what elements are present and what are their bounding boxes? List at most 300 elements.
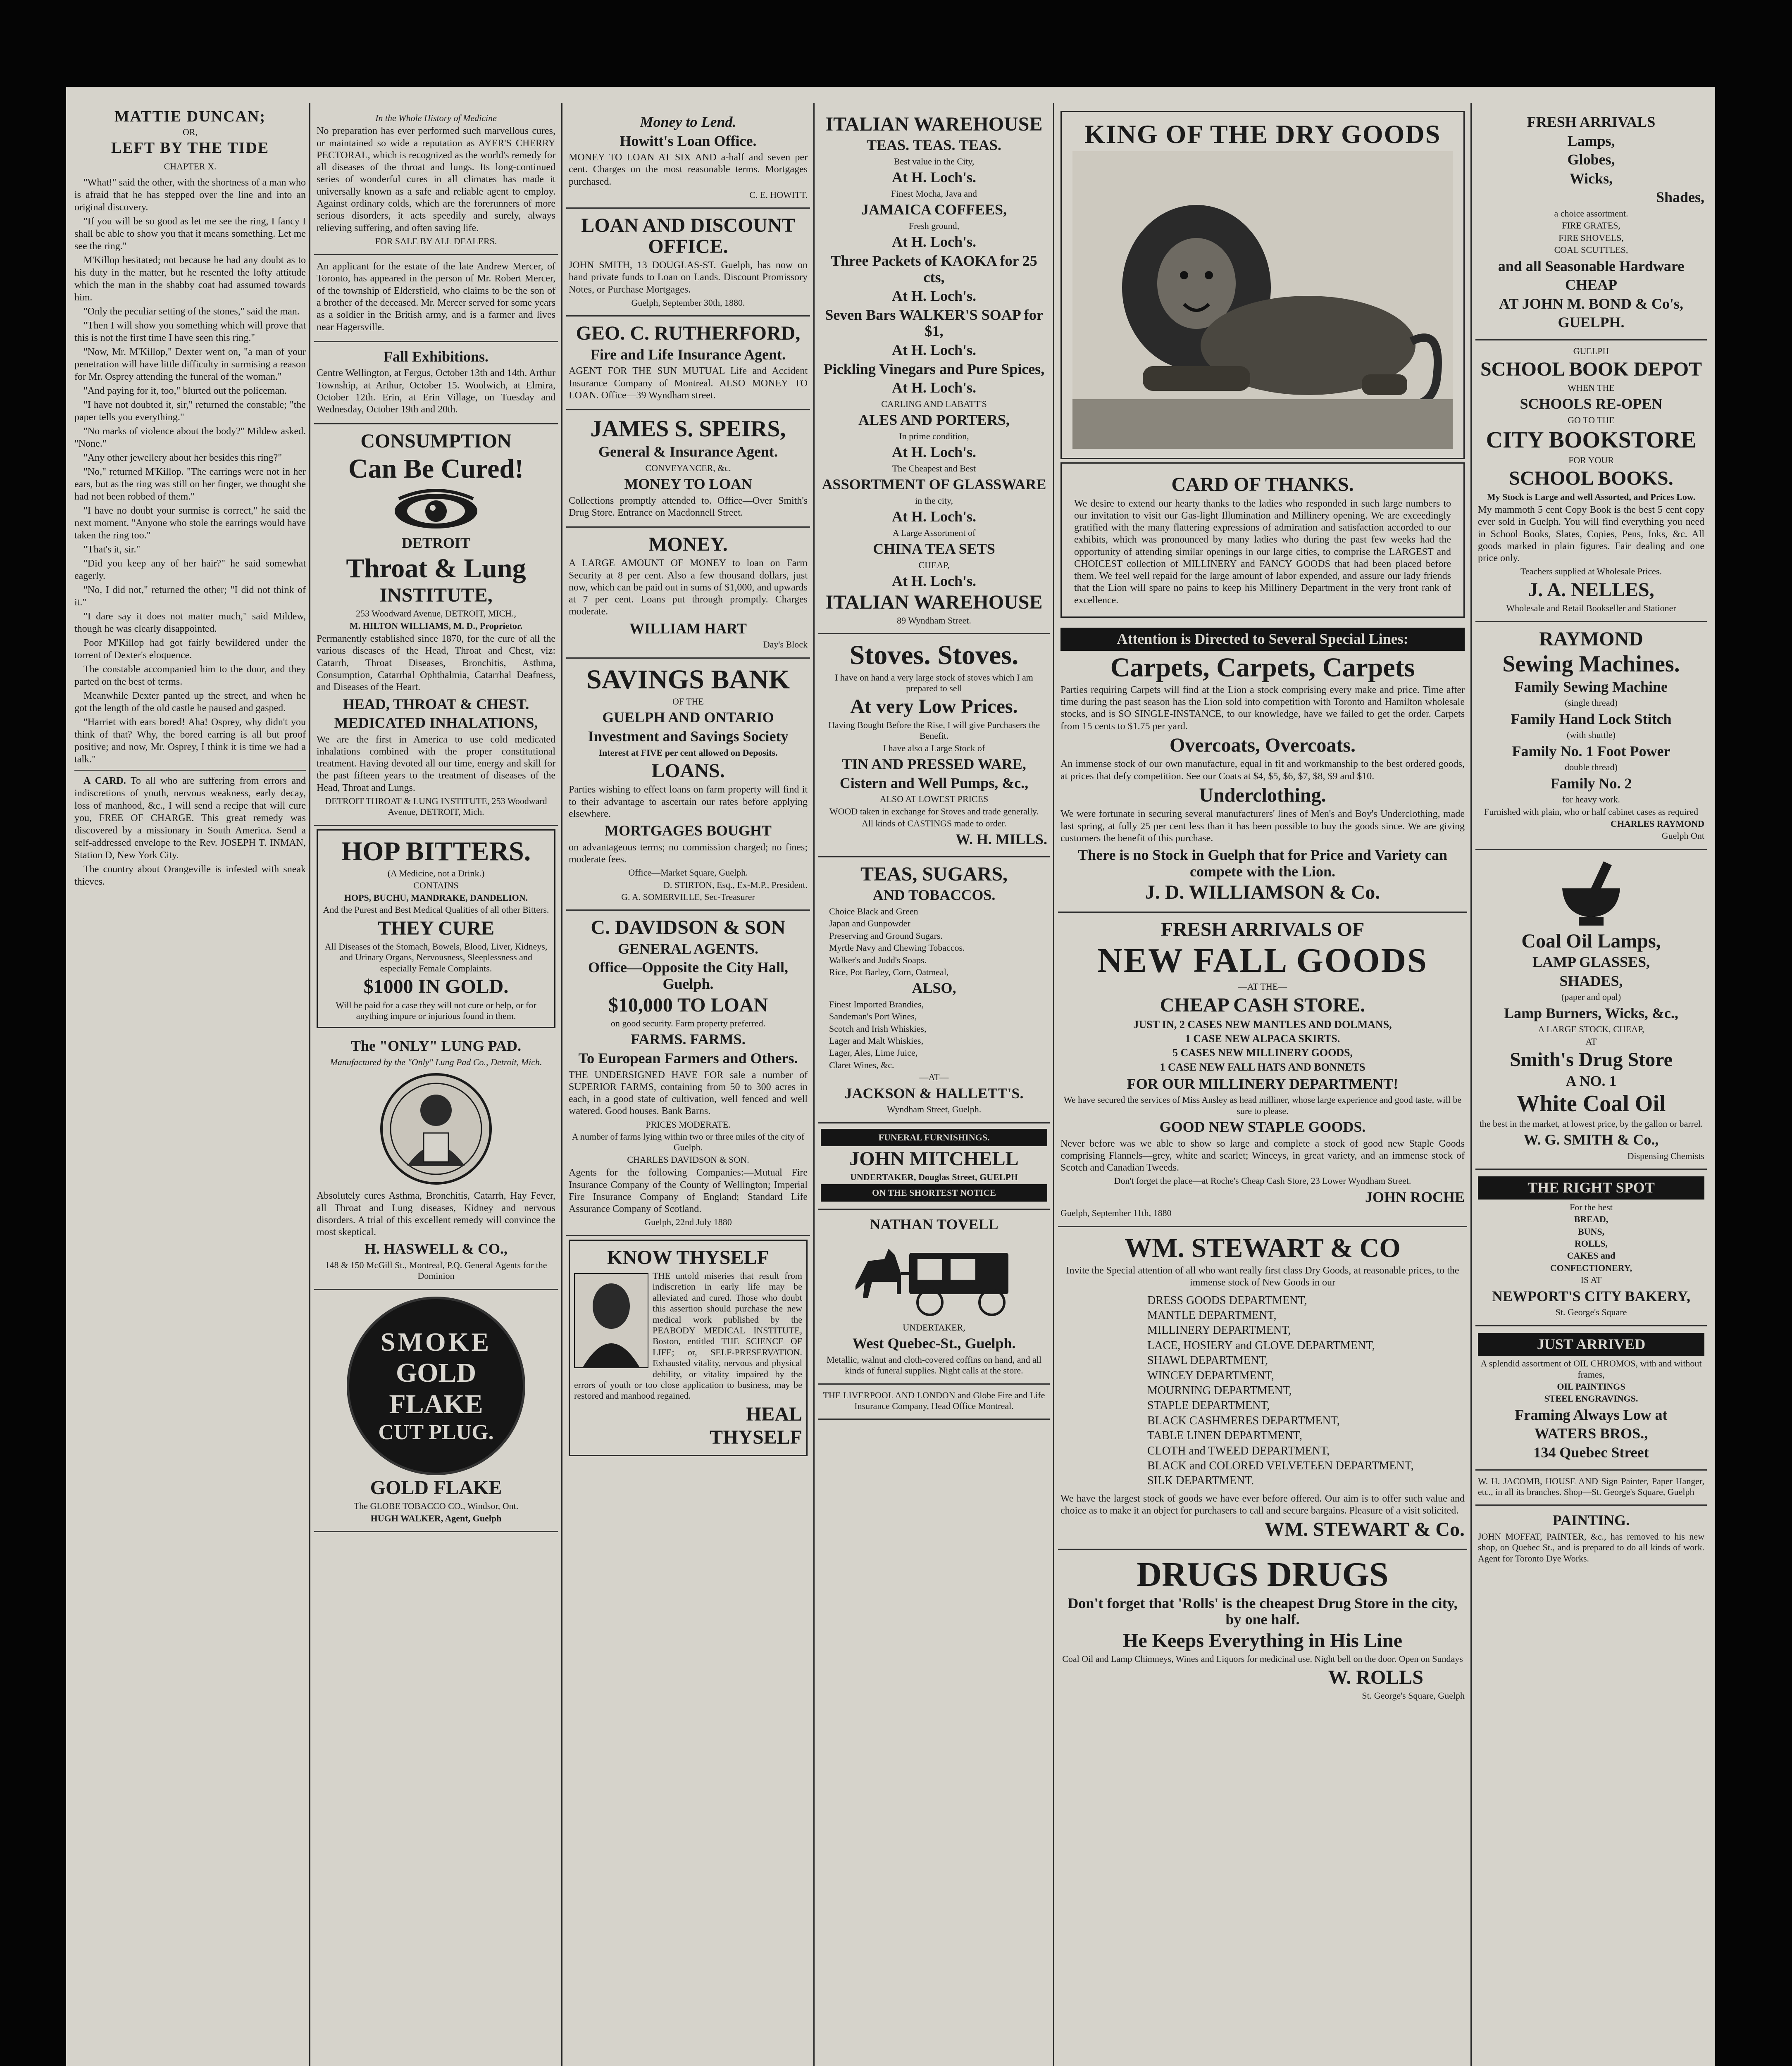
ad-headline: JOHN MITCHELL [849, 1148, 1019, 1170]
ad-headline: NEW FALL GOODS [1097, 941, 1428, 980]
story-paragraph: "That's it, sir." [83, 544, 141, 555]
ad-heading: ALES AND PORTERS, [858, 412, 1010, 428]
ad-text: COAL SCUTTLES, [1554, 245, 1628, 255]
list-item: Lager and Malt Whiskies, [829, 1035, 924, 1046]
ad-text: —AT— [919, 1072, 949, 1083]
ad-signature: WATERS BROS., [1534, 1425, 1648, 1442]
ad-heading: SHADES, [1559, 972, 1623, 989]
ad-text: 1 CASE NEW ALPACA SKIRTS. [1185, 1033, 1340, 1045]
ad-headline: HOP BITTERS. [341, 836, 531, 866]
ad-text: Dispensing Chemists [1627, 1150, 1704, 1161]
list-item: Claret Wines, &c. [829, 1059, 894, 1070]
ad-heading: Pickling Vinegars and Pure Spices, [823, 360, 1045, 377]
story-paragraph: "I have not doubted it, sir," returned the constable; "the paper tells you everything." [74, 399, 306, 423]
column-2 [314, 107, 558, 2066]
ad-signature: J. D. WILLIAMSON & Co. [1145, 881, 1380, 904]
story-paragraph: "I dare say it does not matter much," said Mildew, though he was clearly disappointed. [74, 611, 306, 634]
portrait-medallion-icon [374, 1071, 498, 1187]
ad-text: We are the first in America to use cold medicated inhalations combined with the proper constitutional treatment. Having devoted all our time, energy and skill for the past fifteen years to the treatment of diseases of the Head, Throat and Lungs. [317, 734, 555, 793]
ad-heading: FRESH ARRIVALS OF [1161, 918, 1365, 940]
ad-heading: MEDICATED INHALATIONS, [334, 714, 538, 731]
ad-text: Office—Market Square, Guelph. [628, 867, 748, 878]
ad-text: We have secured the services of Miss Ansley as head milliner, whose large experience and good taste, will be sure to please. [1063, 1095, 1462, 1116]
ad-text: An immense stock of our own manufacture, equal in fit and workmanship to the best ordered goods, at prices that defy competition. See our Coats at $4, $5, $6, $7, $8, $9 and $10. [1060, 759, 1465, 782]
ad-text: (with shuttle) [1567, 730, 1616, 740]
rutherford-ad [566, 317, 810, 410]
ad-date: Guelph, 22nd July 1880 [644, 1217, 732, 1228]
ad-text: We desire to extend our hearty thanks to the ladies who responded in such large numbers to our invitation to visit our Gas-light Illumination and Millinery opening. We are exceedingly gratified with the many flattering expressions of admiration and satisfaction accorded to our exhibits, which was pronounced by many ladies who during the past few weeks had the opportunity of attending similar openings in our large cities, to comprise the LARGEST and CHOICEST collection of MILLINERY and FANCY GOODS that had been placed before them. We feel well repaid for the large amount of labor expended, and assure our lady friends that the Lion will spare no pains to keep his Millinery Department in the very front rank of excellence. [1074, 498, 1451, 606]
ad-address: Day's Block [763, 639, 808, 650]
ad-text: We have the largest stock of goods we have ever before offered. Our aim is to offer such value and choice as to make it an object for purchasers to call and secure bargains. Pleasure of a visit solicited. [1060, 1493, 1465, 1516]
list-item: STAPLE DEPARTMENT, [1147, 1399, 1270, 1412]
story-column [74, 107, 306, 2066]
list-item: CLOTH and TWEED DEPARTMENT, [1147, 1444, 1330, 1457]
column-4 [818, 107, 1050, 2066]
ad-heading: CHEAP CASH STORE. [1160, 994, 1365, 1016]
ad-text: Family Hand Lock Stitch [1511, 710, 1672, 727]
ad-text: W. H. JACOMB, HOUSE AND Sign Painter, Paper Hanger, etc., in all its branches. Shop—St. George's Square, Guelph [1478, 1476, 1704, 1497]
ad-heading: West Quebec-St., Guelph. [852, 1335, 1016, 1352]
portrait-icon [574, 1273, 648, 1368]
ad-text: (single thread) [1565, 697, 1618, 708]
ad-footer: FOR SALE BY ALL DEALERS. [375, 236, 497, 246]
department-list [1060, 1293, 1465, 1489]
ad-heading: GEO. C. RUTHERFORD, [576, 322, 801, 345]
ad-heading: TIN AND PRESSED WARE, [842, 756, 1026, 773]
story-paragraph: "Harriet with ears bored! Aha! Osprey, why didn't you think of that? Why, the bored earring is all but proof positive; and now, Mr. Osprey, I think it is time we had a talk." [74, 716, 306, 765]
ad-signature: JOHN ROCHE [1365, 1188, 1465, 1205]
story-paragraph: "No," returned M'Killop. "The earrings were not in her ears, but as the ring was still on her finger, we thought she had not been robbed of them." [74, 466, 306, 502]
ad-heading: MONEY TO LOAN [624, 475, 752, 492]
ad-heading: ASSORTMENT OF GLASSWARE [822, 476, 1046, 493]
story-paragraph: "I have no doubt your surmise is correct," he said the next moment. "Anyone who stole the earrings would have taken the ring too." [74, 505, 306, 541]
ad-heading: GUELPH AND ONTARIO [602, 709, 774, 726]
ad-text: WHEN THE [1568, 382, 1615, 393]
ad-text: FIRE GRATES, [1562, 220, 1620, 231]
ad-heading: THEY CURE [377, 917, 495, 939]
list-item: Sandeman's Port Wines, [829, 1011, 917, 1022]
williamson-ad [1060, 111, 1465, 459]
ad-text: double thread) [1565, 762, 1618, 773]
ad-headline: Sewing Machines. [1502, 651, 1680, 677]
ad-address: GUELPH. [1558, 314, 1625, 331]
bond-ad [1475, 107, 1707, 340]
list-item: Lager, Ales, Lime Juice, [829, 1047, 918, 1058]
story-paragraph: M'Killop hesitated; not because he had any doubt as to his duty in the matter, but he resented the lofty attitude which the man in the shabby coat had assumed towards him. [74, 255, 306, 303]
list-item: Preserving and Ground Sugars. [829, 930, 943, 941]
ad-heading: FOR OUR MILLINERY DEPARTMENT! [1127, 1075, 1399, 1092]
story-title: MATTIE DUNCAN; [114, 108, 266, 125]
story-paragraph: "If you will be so good as let me see the ring, I fancy I shall be able to show you that it means something. Let me see the ring." [74, 216, 306, 252]
tovell-ad [818, 1210, 1050, 1384]
ad-text: ROLLS, [1574, 1238, 1608, 1249]
ad-text: CAKES and [1567, 1250, 1616, 1261]
ad-heading: CARD OF THANKS. [1171, 474, 1354, 496]
column-6 [1475, 107, 1707, 2066]
ad-banner: THE RIGHT SPOT [1478, 1176, 1704, 1200]
grocery-list [821, 906, 1047, 978]
ad-text: STEEL ENGRAVINGS. [1544, 1393, 1638, 1404]
ad-text: We were fortunate in securing several manufacturers' lines of Men's and Boy's Underclothing, made last spring, at fully 25 per cent less than it has been possible to buy the goods since. We are giving customers the benefit of this purchase. [1060, 809, 1465, 844]
ad-heading: To European Farmers and Others. [578, 1050, 798, 1067]
ad-text: JOHN SMITH, 13 DOUGLAS-ST. Guelph, has now on hand private funds to Loan on Lands. Discount Promissory Notes, or Purchase Mortgages. [569, 260, 808, 295]
ad-footer: HUGH WALKER, Agent, Guelph [370, 1513, 502, 1523]
ad-text: Don't forget that 'Rolls' is the cheapest Drug Store in the city, by one half. [1068, 1595, 1458, 1628]
ad-heading: CONSUMPTION [360, 430, 512, 452]
ad-text: A splendid assortment of OIL CHROMOS, with and without frames, [1480, 1358, 1702, 1380]
mortar-pestle-icon [1556, 857, 1626, 928]
ad-subtitle: GENERAL AGENTS. [617, 940, 759, 957]
mercer-notice [314, 255, 558, 342]
ad-date: Guelph, September 30th, 1880. [631, 297, 745, 308]
story-paragraph: "Only the peculiar setting of the stones," said the man. [83, 306, 300, 317]
ad-text: My Stock is Large and well Assorted, and Prices Low. [1487, 491, 1696, 502]
list-item: BLACK CASHMERES DEPARTMENT, [1147, 1414, 1340, 1427]
ad-heading: Fall Exhibitions. [383, 348, 489, 365]
list-item: LACE, HOSIERY and GLOVE DEPARTMENT, [1147, 1339, 1375, 1352]
card-heading: A CARD. [83, 775, 126, 786]
ad-text: For the best [1570, 1202, 1613, 1212]
ad-text: CONTAINS [413, 880, 459, 891]
newspaper-page [66, 87, 1715, 2066]
ad-heading: In the Whole History of Medicine [375, 113, 497, 123]
ad-heading: CHEAP [1565, 276, 1617, 293]
list-item: MOURNING DEPARTMENT, [1147, 1384, 1292, 1397]
ad-text: The Cheapest and Best [892, 463, 976, 474]
ad-text: Agents for the following Companies:—Mutual Fire Insurance Company of the County of Wellington; Imperial Fire Insurance Company of England; Standard Life Assurance Company of Scotland. [569, 1167, 808, 1215]
ad-text: Permanently established since 1870, for the cure of all the various diseases of the Head, Throat and Chest, viz: Catarrh, Throat Diseases, Bronchitis, Asthma, Consumption, Catarrhal Ophthalmia, Catarrhal Deafness, and Diseases of the Heart. [317, 633, 555, 693]
column-rule [561, 103, 562, 2066]
list-item: Scotch and Irish Whiskies, [829, 1023, 927, 1034]
ad-signature: AT JOHN M. BOND & Co's, [1499, 295, 1683, 312]
ad-headline: KNOW THYSELF [607, 1246, 769, 1269]
ad-text: IS AT [1580, 1275, 1602, 1285]
ad-signature: W. ROLLS [1328, 1666, 1423, 1688]
ad-text: I have on hand a very large stock of stoves which I am prepared to sell [835, 672, 1033, 694]
ad-signature: CHARLES DAVIDSON & SON. [627, 1154, 749, 1165]
ad-text: Never before was we able to show so large and complete a stock of good new Staple Goods comprising Flannels—grey, white and scarlet; Winceys, in great variety, and an immense stock of Scotch and Canadian Tweeds. [1060, 1138, 1465, 1173]
ad-signature: At H. Loch's. [891, 379, 976, 396]
ad-heading: Howitt's Loan Office. [620, 132, 757, 149]
ad-signature: At H. Loch's. [891, 341, 976, 358]
ad-text: JOHN MOFFAT, PAINTER, &c., has removed to his new shop, on Quebec St., and is prepared to do all kinds of work. Agent for Toronto Dye Works. [1478, 1531, 1704, 1564]
story-paragraph: "Did you keep any of her hair?" he said somewhat eagerly. [74, 558, 306, 581]
know-thyself-ad [569, 1240, 808, 1456]
ad-text: FOR YOUR [1568, 455, 1614, 465]
ad-heading: Money to Lend. [640, 114, 736, 130]
ad-date: Guelph, September 11th, 1880 [1060, 1208, 1172, 1219]
list-item: Walker's and Judd's Soaps. [829, 954, 927, 965]
loch-ad [818, 107, 1050, 634]
ad-address: 148 & 150 McGill St., Montreal, P.Q. General Agents for the Dominion [325, 1260, 547, 1281]
ad-heading: LOANS. [651, 760, 725, 782]
ad-text: CONVEYANCER, &c. [645, 462, 731, 473]
list-item: WINCEY DEPARTMENT, [1147, 1369, 1274, 1382]
ad-text: BUNS, [1578, 1226, 1605, 1237]
ad-text: Finest Mocha, Java and [891, 188, 977, 199]
ad-text: THE untold miseries that result from indiscretion in early life may be alleviated and cured. Those who doubt this assertion should purchase the new medical work published by the PEABODY MEDICAL INSTITUTE, Boston, entitled THE SCIENCE OF LIFE; or, SELF-PRESERVATION. Exhausted vitality, nervous and physical debility, or vitality impaired by the errors of youth or too close application to business, may be restored and manhood regained. [574, 1271, 802, 1401]
ad-text: In prime condition, [899, 431, 969, 441]
ad-text: Will be paid for a case they will not cure or help, or for anything impure or injurious found in them. [336, 1000, 536, 1021]
ayer-ad [314, 107, 558, 255]
column-rule [1470, 103, 1472, 2066]
ad-text: UNDERTAKER, Douglas Street, GUELPH [850, 1172, 1018, 1183]
smith-drug-ad [1475, 850, 1707, 1170]
moffat-ad [1475, 1506, 1707, 1571]
savings-bank-ad [566, 659, 810, 911]
ad-text: for heavy work. [1562, 794, 1620, 805]
ad-signature: WM. STEWART & Co. [1264, 1519, 1465, 1541]
ad-heading: ALSO, [912, 980, 956, 997]
ad-heading: Cistern and Well Pumps, &c., [839, 774, 1029, 791]
story-chapter: CHAPTER X. [164, 161, 217, 172]
list-item: TABLE LINEN DEPARTMENT, [1147, 1429, 1302, 1442]
ad-text: A LARGE AMOUNT OF MONEY to loan on Farm Security at 8 per cent. Also a few thousand dollars, just now, which can be paid out in sums of $1,000, and upwards at 7 per cent. Loans put through promptly. Charges moderate. [569, 558, 808, 617]
ad-text: BREAD, [1574, 1214, 1609, 1225]
ad-heading: MORTGAGES BOUGHT [605, 822, 772, 839]
ad-heading: MONEY. [648, 533, 728, 556]
ad-text: Wholesale and Retail Bookseller and Stationer [1506, 603, 1676, 614]
ad-text: Collections promptly attended to. Office—Over Smith's Drug Store. Entrance on Macdonnell Street. [569, 495, 808, 518]
ad-heading: LAMP GLASSES, [1532, 954, 1650, 971]
ad-signature: W. H. MILLS. [956, 831, 1047, 848]
ad-subtitle: Manufactured by the "Only" Lung Pad Co., Detroit, Mich. [330, 1057, 542, 1067]
ad-heading: A NO. 1 [1566, 1072, 1617, 1089]
ad-footer: DETROIT THROAT & LUNG INSTITUTE, 253 Woodward Avenue, DETROIT, Mich. [325, 796, 547, 817]
ad-headline: Can Be Cured! [348, 453, 524, 484]
ad-signature: At H. Loch's. [891, 573, 976, 589]
lung-pad-ad [314, 1031, 558, 1290]
ad-heading: Lamp Burners, Wicks, &c., [1504, 1004, 1678, 1021]
ad-signature: C. E. HOWITT. [749, 189, 808, 200]
ad-text: Family Sewing Machine [1515, 678, 1668, 695]
ad-signature: At H. Loch's. [891, 169, 976, 186]
ad-address: 134 Quebec Street [1533, 1444, 1649, 1461]
ad-text: All kinds of CASTINGS made to order. [861, 818, 1007, 828]
story-paragraph: "What!" said the other, with the shortness of a man who is afraid that he has stepped over the line and into an original discovery. [74, 177, 306, 213]
ad-text: Having Bought Before the Rise, I will give Purchasers the Benefit. [828, 719, 1040, 741]
ad-heading: CHINA TEA SETS [873, 540, 995, 557]
tobacco-seal [347, 1297, 525, 1475]
ad-text: Best value in the City, [894, 156, 975, 167]
ad-text: GUELPH [1573, 345, 1609, 356]
ad-heading: JAMAICA COFFEES, [861, 201, 1007, 218]
ad-heading: SCHOOLS RE-OPEN [1520, 395, 1663, 412]
ad-signature: At H. Loch's. [891, 233, 976, 250]
ad-text: Shades, [1656, 189, 1704, 206]
story-paragraph: "Any other jewellery about her besides this ring?" [83, 452, 282, 463]
ad-heading: HEAD, THROAT & CHEST. [343, 695, 529, 712]
story-paragraph: "No, I did not," returned the other; "I did not think of it." [74, 584, 306, 608]
ad-heading: Smith's Drug Store [1510, 1049, 1673, 1071]
ad-text: CARLING AND LABATT'S [881, 398, 987, 409]
ad-text: Invite the Special attention of all who want really first class Dry Goods, at reasonable prices, to the immense stock of New Goods in our [1066, 1265, 1459, 1288]
ad-text: GO TO THE [1568, 414, 1615, 425]
ad-text: (paper and opal) [1561, 992, 1621, 1002]
list-item: Myrtle Navy and Chewing Tobaccos. [829, 943, 965, 953]
ad-text: Parties wishing to effect loans on farm property will find it to their advantage to ascertain our rates before applying elsewhere. [569, 784, 808, 819]
raymond-ad [1475, 622, 1707, 850]
liverpool-ad [818, 1385, 1050, 1420]
ad-text: Coal Oil and Lamp Chimneys, Wines and Liquors for medicinal use. Night bell on the door. Open on Sundays [1062, 1654, 1463, 1664]
ad-heading: Underclothing. [1199, 784, 1326, 806]
list-item: Japan and Gunpowder [829, 918, 910, 929]
ad-heading: $10,000 TO LOAN [608, 994, 768, 1016]
ad-heading: Framing Always Low at [1515, 1406, 1668, 1423]
ad-text: Wicks, [1569, 170, 1613, 187]
ad-text: Family No. 1 Foot Power [1512, 743, 1670, 759]
ad-text: And the Purest and Best Medical Qualities of all other Bitters. [323, 904, 549, 915]
ad-headline: TEAS, SUGARS, [860, 863, 1008, 885]
ad-headline: GOLD FLAKE [389, 1358, 483, 1420]
ad-text: A number of farms lying within two or three miles of the city of Guelph. [572, 1131, 805, 1153]
ad-heading: NEWPORT'S CITY BAKERY, [1492, 1288, 1690, 1304]
ad-signature: J. A. NELLES, [1528, 578, 1654, 601]
stewart-ad [1058, 1227, 1467, 1550]
ad-heading: There is no Stock in Guelph that for Price and Variety can compete with the Lion. [1078, 847, 1447, 880]
ad-signature: At H. Loch's. [891, 288, 976, 305]
ad-address: Guelph Ont [1661, 831, 1704, 841]
consumption-ad [314, 424, 558, 826]
story-paragraph: "And paying for it, too," blurted out the policeman. [83, 385, 287, 396]
ad-text: the best in the market, at lowest price, by the gallon or barrel. [1479, 1118, 1703, 1129]
ad-signature: At H. Loch's. [891, 444, 976, 461]
gold-flake-ad [314, 1290, 558, 1532]
ad-text: MONEY TO LOAN AT SIX AND a-half and seven per cent. Charges on the most reasonable terms. Mortgages purchased. [569, 152, 808, 187]
story-paragraph: "No marks of violence about the body?" Mildew asked. "None." [74, 426, 306, 449]
column-rule [309, 103, 310, 2066]
ad-address: 89 Wyndham Street. [897, 615, 971, 626]
list-item: BLACK and COLORED VELVETEEN DEPARTMENT, [1147, 1459, 1414, 1472]
ad-proprietor: M. HILTON WILLIAMS, M. D., Proprietor. [349, 620, 523, 631]
smith-loan-ad [566, 209, 810, 317]
ad-heading: Investment and Savings Society [588, 728, 789, 745]
ad-text: Interest at FIVE per cent allowed on Deposits. [598, 747, 778, 758]
ad-headline: CITY BOOKSTORE [1486, 427, 1697, 453]
story-paragraph: Poor M'Killop had got fairly bewildered under the torrent of Dexter's eloquence. [74, 637, 306, 661]
ad-text: Centre Wellington, at Fergus, October 13th and 14th. Arthur Township, at Arthur, October 15. Woolwich, at Elmira, October 12th. Erin, at Erin Village, on Tuesday and Wednesday, October 19th and 20th. [317, 368, 555, 415]
lion-icon [1072, 151, 1453, 449]
ad-heading: H. HASWELL & CO., [364, 1240, 508, 1257]
ad-signature: G. A. SOMERVILLE, Sec-Treasurer [621, 892, 755, 902]
ad-heading: CUT PLUG. [378, 1421, 494, 1445]
ad-text: Parties requiring Carpets will find at the Lion a stock comprising every make and price. Time after time during the past season has the Lion sold into competition with Toronto and Hamilton wholesale stocks, and is SO SINGLE-INSTANCE, to our knowledge, have we failed to get the order. Carpets from 15 cents to $1.75 per yard. [1060, 684, 1465, 732]
ad-text: and all Seasonable Hardware [1498, 257, 1685, 274]
ad-address: St. George's Square [1555, 1307, 1627, 1318]
ad-text: A Large Assortment of [892, 527, 976, 538]
notice-text: An applicant for the estate of the late Andrew Mercer, of Toronto, has appeared in the person of Mr. Robert Mercer, of the township of Eldersfield, who claims to be the son of a brother of the deceased. Mr. Mercer served for some years as a soldier in the British army, and is a farmer and lives near Hagersville. [317, 261, 555, 333]
mitchell-ad [818, 1123, 1050, 1210]
ad-text: Family No. 2 [1550, 775, 1632, 792]
jacomb-ad [1475, 1471, 1707, 1506]
ad-text: Fresh ground, [908, 220, 960, 231]
ad-signature: JACKSON & HALLETT'S. [844, 1085, 1024, 1102]
hart-ad [566, 528, 810, 659]
list-item: Rice, Pot Barley, Corn, Oatmeal, [829, 966, 949, 977]
story-closing: The country about Orangeville is infested with sneak thieves. [74, 864, 306, 887]
story-paragraph: The constable accompanied him to the door, and they parted on the best of terms. [74, 664, 306, 687]
waters-ad [1475, 1326, 1707, 1471]
ad-text: OIL PAINTINGS [1557, 1381, 1625, 1392]
ad-headline: KING OF THE DRY GOODS [1084, 119, 1441, 149]
list-item: DRESS GOODS DEPARTMENT, [1147, 1294, 1307, 1307]
ad-heading: Seven Bars WALKER'S SOAP for $1, [825, 306, 1043, 340]
ad-heading: INSTITUTE, [379, 584, 493, 606]
ad-text: AGENT FOR THE SUN MUTUAL Life and Accident Insurance Company of Montreal. ALSO MONEY TO LOAN. Office—39 Wyndham street. [569, 366, 808, 401]
newport-ad [1475, 1170, 1707, 1326]
ad-text: PRICES MODERATE. [646, 1119, 731, 1130]
ad-banner: ON THE SHORTEST NOTICE [821, 1184, 1047, 1202]
card-text: To all who are suffering from errors and indiscretions of youth, nervous weakness, early decay, loss of manhood, &c., I will send a recipe that will cure you, FREE OF CHARGE. This great remedy was discovered by a missionary in South America. Send a self-addressed envelope to the Rev. JOSEPH T. INMAN, Station D, New York City. [74, 775, 306, 861]
ad-heading: Overcoats, Overcoats. [1169, 734, 1356, 756]
eye-icon [391, 486, 481, 532]
ad-text: JUST IN, 2 CASES NEW MANTLES AND DOLMANS, [1133, 1018, 1392, 1031]
ad-subtitle: (A Medicine, not a Drink.) [387, 868, 485, 879]
ad-text: on good security. Farm property preferred. [610, 1018, 766, 1029]
ad-heading: PAINTING. [1552, 1512, 1630, 1529]
ad-text: on advantageous terms; no commission charged; no fines; moderate fees. [569, 842, 808, 865]
ad-heading: $1000 IN GOLD. [363, 976, 509, 998]
mills-ad [818, 634, 1050, 857]
ad-text: I have also a Large Stock of [883, 743, 985, 753]
ad-text: Furnished with plain, who or half cabinet cases as required [1484, 806, 1699, 817]
ad-headline: WM. STEWART & CO [1125, 1233, 1401, 1263]
story-or: OR, [182, 127, 198, 137]
ad-heading: At very Low Prices. [850, 695, 1018, 718]
ad-heading: Three Packets of KAOKA for 25 cts, [831, 252, 1037, 286]
ad-city: DETROIT [401, 535, 471, 552]
ad-headline: Carpets, Carpets, Carpets [1110, 652, 1415, 683]
ad-headline: SCHOOL BOOK DEPOT [1480, 358, 1702, 381]
ad-banner: Attention is Directed to Several Special Lines: [1060, 628, 1465, 651]
fall-exhibitions [314, 342, 558, 425]
ad-text: AT [1585, 1036, 1597, 1047]
ad-text: A LARGE STOCK, CHEAP, [1538, 1024, 1644, 1035]
ad-heading: TEAS. TEAS. TEAS. [867, 137, 1001, 154]
jackson-hallett-ad [818, 857, 1050, 1123]
ad-headline: DRUGS DRUGS [1137, 1555, 1389, 1594]
list-item: SILK DEPARTMENT. [1147, 1474, 1254, 1488]
lion-lines-ad [1058, 621, 1467, 913]
list-item: Finest Imported Brandies, [829, 999, 924, 1009]
hop-bitters-ad [317, 829, 555, 1028]
ad-text: 1 CASE NEW FALL HATS AND BONNETS [1160, 1061, 1365, 1073]
ad-heading: FRESH ARRIVALS [1527, 114, 1656, 130]
ad-banner: FUNERAL FURNISHINGS. [821, 1129, 1047, 1146]
column-5 [1058, 107, 1467, 2066]
ad-signature: WILLIAM HART [629, 620, 747, 637]
list-item: MILLINERY DEPARTMENT, [1147, 1324, 1291, 1337]
speirs-ad [566, 410, 810, 528]
roche-ad [1058, 913, 1467, 1227]
ad-text: Teachers supplied at Wholesale Prices. [1520, 566, 1662, 577]
ad-headline: Coal Oil Lamps, [1521, 930, 1661, 952]
column-rule [1053, 103, 1054, 2066]
ad-address: Don't forget the place—at Roche's Cheap Cash Store, 23 Lower Wyndham Street. [1114, 1176, 1411, 1186]
ad-heading: HEAL [746, 1403, 802, 1425]
ad-headline: Throat & Lung [346, 553, 526, 583]
ad-address: 253 Woodward Avenue, DETROIT, MICH., [355, 608, 517, 619]
column-rule [813, 103, 815, 2066]
ad-text: CHEAP, [918, 559, 950, 570]
ad-heading: SMOKE [380, 1327, 492, 1357]
ad-heading: FARMS. FARMS. [631, 1031, 746, 1048]
ad-heading: AND TOBACCOS. [872, 887, 996, 904]
ad-text: CONFECTIONERY, [1550, 1262, 1632, 1273]
liquor-list [821, 999, 1047, 1071]
howitt-ad [566, 107, 810, 209]
ad-text: No preparation has ever performed such marvellous cures, or maintained so wide a reputation as AYER'S CHERRY PECTORAL, which is recognized as the world's remedy for all diseases of the throat and lungs. Its long-continued series of wonderful cures in all climates has made it universally known as a safe and reliable agent to employ. Against ordinary colds, which are the forerunners of more serious disorders, it acts speedily and surely, always relieving suffering, and often saving life. [317, 126, 555, 233]
